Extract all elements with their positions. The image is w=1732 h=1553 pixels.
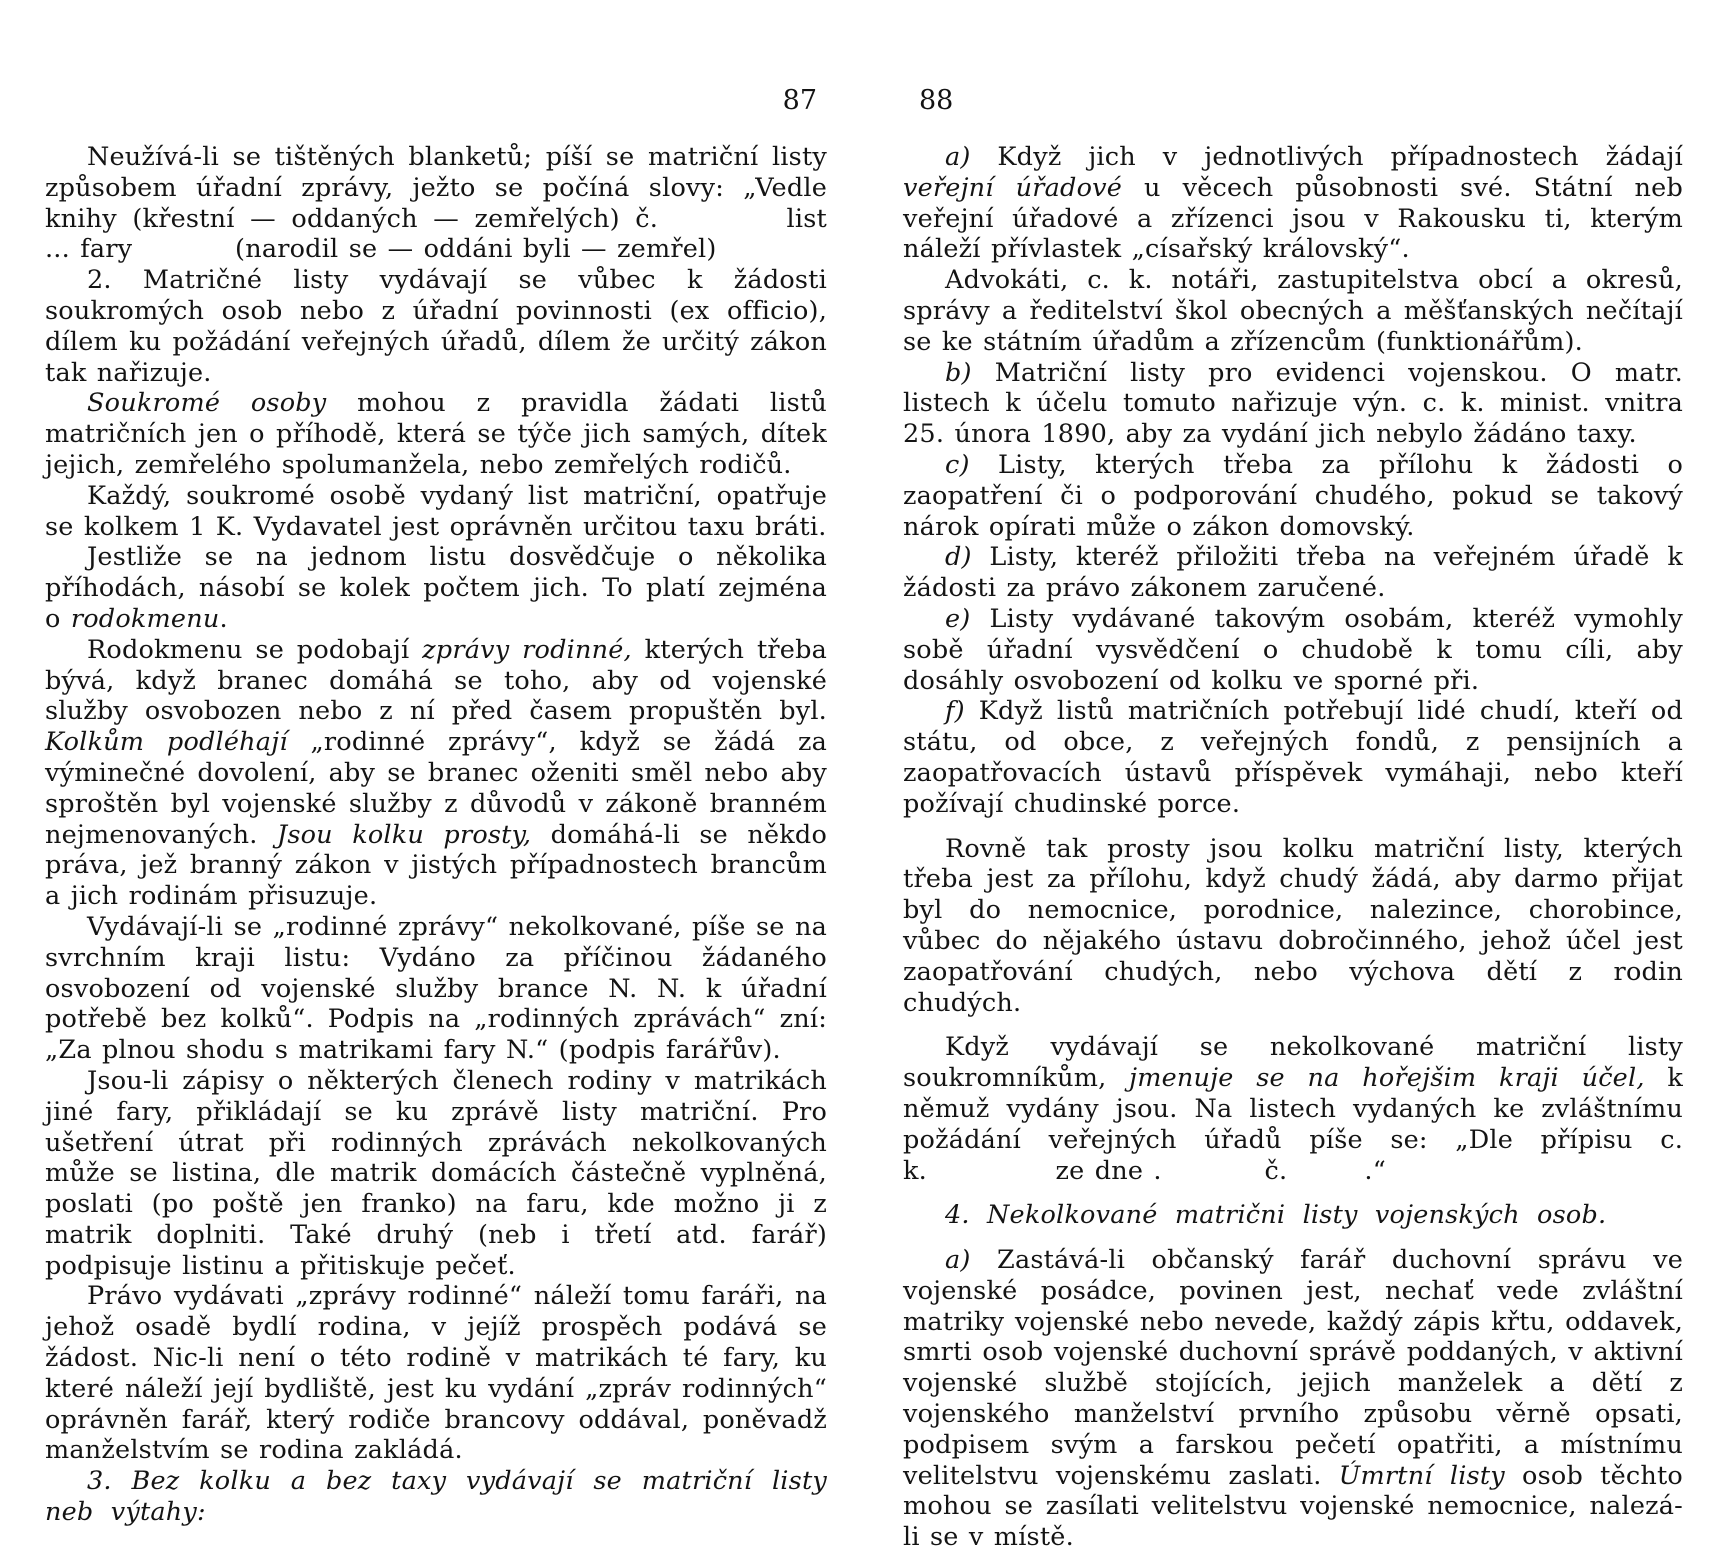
page-88-body: [903, 142, 1683, 1553]
text-segment: Když listů matričních potřebují lidé chudí, kteří od státu, od obce, z veřejných fondů, z pensijních a zaopatřovacích ústavů příspěvek vymáhaji, nebo kteří požívají chudinské porce.: [903, 696, 1683, 819]
body-paragraph: [45, 912, 827, 1066]
body-paragraph: [903, 696, 1683, 819]
text-segment: Rovně tak prosty jsou kolku matriční listy, kterých třeba jest za přílohu, když chudý žádá, aby darmo přijat byl do nemocnice, porodnice, nalezince, chorobince, vůbec do nějakého ústavu dobročinného, jehož účel jest zaopatřování chudých, nebo výchova dětí z rodin chudých.: [903, 833, 1683, 1018]
text-segment: Listy, kterých třeba za přílohu k žádosti o zaopatření či o podporování chudého, pokud se takový nárok opírati může o zákon domovský.: [903, 449, 1683, 542]
text-segment: Jestliže se na jednom listu dosvědčuje o několika příhodách, násobí se kolek počtem jich. To platí zejména o: [45, 542, 827, 634]
body-paragraph: [45, 1281, 827, 1466]
italic-text-segment: 3. Bez kolku a bez taxy vydávají se matriční listy neb výtahy:: [45, 1466, 827, 1528]
body-paragraph: [903, 450, 1683, 542]
text-segment: .: [219, 603, 228, 634]
text-segment: Zastává-li občanský farář duchovní správu ve vojenské posádce, povinen jest, nechať vede zvláštní matriky vojenské nebo nevede, každý zápis křtu, oddavek, smrti osob vojenské duchovní správě poddaných, v aktivní vojenské službě stojících, jejich manželek a dětí z vojenského manželství prvního způsobu věrně opsati, podpisem svým a farskou pečetí opatřiti, a místnímu velitelstvu vojenskému zaslati.: [903, 1245, 1683, 1491]
italic-text-segment: 4. Nekolkované matrični listy vojenských osob.: [945, 1200, 1607, 1231]
italic-text-segment: veřejní úřadové: [903, 172, 1123, 203]
text-segment: Advokáti, c. k. notáři, zastupitelstva obcí a okresů, správy a ředitelství škol obecných a měšťanských nečítají se ke státním úřadům a zřízencům (funktionářům).: [903, 265, 1683, 357]
section-heading-paragraph: [903, 1200, 1683, 1231]
text-segment: „rodinné zprávy“, když se žádá za výminečné dovolení, aby se branec oženiti směl nebo aby sproštěn byl vojenské služby z důvodů v zákoně branném nejmenovaných.: [45, 727, 827, 850]
body-paragraph: [45, 542, 827, 634]
page-87-body: [45, 142, 827, 1528]
body-paragraph: [45, 388, 827, 480]
page-number-left: 87: [782, 85, 817, 116]
text-segment: Jsou-li zápisy o některých členech rodiny v matrikách jiné fary, přikládají se ku zprávě listy matriční. Pro ušetření útrat při rodinných zprávách nekolkovaných může se listina, dle matrik domácích částečně vyplněná, poslati (po poště jen franko) na faru, kde možno ji z matrik doplniti. Také druhý (neb i třetí atd. farář) podpisuje listinu a přitiskuje pečeť.: [45, 1065, 827, 1281]
italic-text-segment: a): [945, 1245, 971, 1276]
text-segment: 2. Matričné listy vydávají se vůbec k žádosti soukromých osob nebo z úřadní povinnosti (ex officio), dílem ku požádání veřejných úřadů, dílem že určitý zákon tak nařizuje.: [45, 265, 827, 388]
body-paragraph: [45, 481, 827, 543]
text-segment: Když jich v jednotlivých případnostech žádají: [970, 142, 1683, 172]
body-paragraph: [903, 1032, 1683, 1186]
text-segment: Právo vydávati „zprávy rodinné“ náleží tomu faráři, na jehož osadě bydlí rodina, v jejíž prospěch podává se žádost. Nic-li není o této rodině v matrikách té fary, ku které náleží její bydliště, jest ku vydání „zpráv rodinných“ oprávněn farář, který rodiče brancovy oddával, poněvadž manželstvím se rodina zakládá.: [45, 1281, 827, 1466]
body-paragraph: [903, 604, 1683, 696]
italic-text-segment: rodokmenu: [70, 603, 220, 634]
text-segment: Listy vydávané takovým osobám, kteréž vymohly sobě úřadní vysvědčení o chudobě k tomu cíli, aby dosáhly osvobození od kolku ve sporné při.: [903, 603, 1683, 696]
text-segment: Vydávají-li se „rodinné zprávy“ nekolkované, píše se na svrchním kraji listu: Vydáno za příčinou žádaného osvobození od vojenské služby brance N. N. k úřadní potřebě bez kolků“. Podpis na „rodinných zprávách“ zní: „Za plnou shodu s matrikami fary N.“ (podpis farářův).: [45, 911, 827, 1066]
italic-text-segment: Soukromé osoby: [87, 388, 327, 419]
text-segment: Když vydávají se nekolkované matriční listy soukromníkům,: [903, 1032, 1683, 1094]
text-segment: Listy, kteréž přiložiti třeba na veřejném úřadě k žádosti za právo zákonem zaručené.: [903, 542, 1683, 604]
text-segment: k němuž vydány jsou. Na listech vydaných ke zvláštnímu požádání veřejných úřadů píše se: „Dle přípisu c. k. ze dne . č. .“: [903, 1063, 1683, 1186]
body-paragraph: [45, 635, 827, 912]
text-segment: domáhá-li se někdo práva, jež branný zákon v jistých případnostech brancům a jich rodinám přisuzuje.: [45, 819, 827, 912]
text-segment: kterých třeba bývá, když branec domáhá se toho, aby od vojenské služby osvobozen nebo z ní před časem propuštěn byl.: [45, 634, 828, 727]
body-paragraph: [903, 1245, 1683, 1553]
italic-text-segment: zprávy rodinné,: [422, 634, 632, 665]
italic-text-segment: jmenuje se na hořejšim kraji účel,: [1129, 1063, 1645, 1094]
text-segment: u věcech působnosti své. Státní neb veřejní úřadové a zřízenci jsou v Rakousku ti, kterým náleží přívlastek „císařský královský“.: [903, 172, 1683, 265]
italic-text-segment: Kolkům podléhají: [45, 727, 288, 758]
body-paragraph: [45, 265, 827, 388]
page-87: [45, 86, 827, 1528]
page-number-right: 88: [919, 85, 954, 116]
italic-text-segment: e): [945, 603, 971, 634]
section-heading-paragraph: [45, 1466, 827, 1528]
text-segment: Každý, soukromé osobě vydaný list matriční, opatřuje se kolkem 1 K. Vydavatel jest oprávněn určitou taxu bráti.: [45, 480, 827, 542]
italic-text-segment: d): [945, 542, 972, 573]
italic-text-segment: Jsou kolku prosty,: [276, 819, 532, 850]
body-paragraph: [903, 542, 1683, 604]
text-segment: Rodokmenu se podobají: [87, 634, 423, 665]
body-paragraph: [903, 358, 1683, 450]
body-paragraph: [903, 265, 1683, 357]
italic-text-segment: f): [945, 696, 965, 727]
body-paragraph: [903, 142, 1683, 265]
text-segment: osob těchto mohou se zasílati velitelstvu vojenské nemocnice, nalezá-li se v místě.: [903, 1460, 1683, 1553]
text-segment: Matriční listy pro evidenci vojenskou. O matr. listech k účelu tomuto nařizuje výn. c. k. minist. vnitra 25. února 1890, aby za vydání jich nebylo žádáno taxy.: [903, 357, 1683, 450]
italic-text-segment: a): [945, 142, 971, 172]
body-paragraph: [45, 142, 827, 265]
italic-text-segment: c): [945, 449, 970, 480]
text-segment: Neužívá-li se tištěných blanketů; píší se matriční listy způsobem úřadní zprávy, ježto se počíná slovy: „Vedle knihy (křestní — oddaných — zemřelých) č. list ... fary (narodil se — oddáni byli — zemřel): [45, 142, 827, 265]
page-88: [903, 86, 1683, 1553]
body-paragraph: [45, 1066, 827, 1282]
italic-text-segment: b): [945, 357, 972, 388]
body-paragraph: [903, 834, 1683, 1019]
italic-text-segment: Úmrtní listy: [1338, 1460, 1505, 1491]
text-segment: mohou z pravidla žádati listů matričních jen o příhodě, která se týče jich samých, dítek jejich, zemřelého spolumanžela, nebo zemřelých rodičů.: [45, 388, 827, 480]
